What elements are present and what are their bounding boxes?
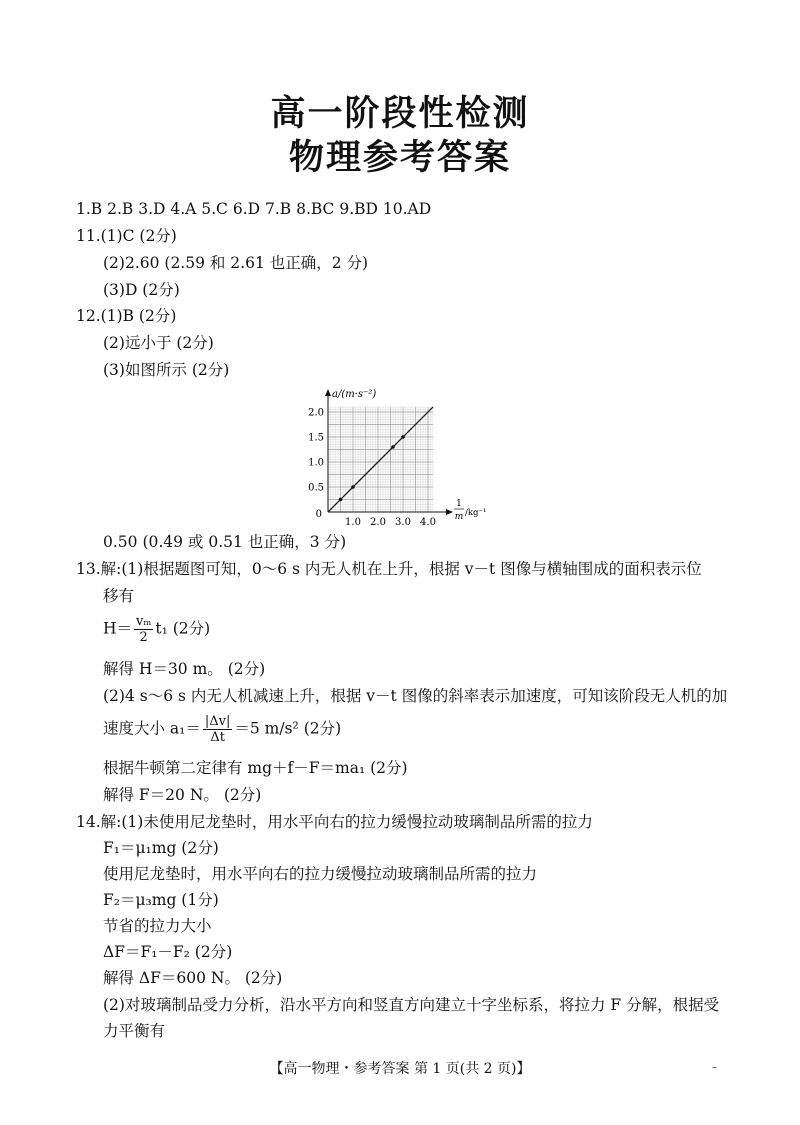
q13-line1: 13.解:(1)根据题图可知，0～6 s 内无人机在上升，根据 v－t 图像与横轴围成的面积表示位	[76, 560, 702, 578]
q14-line1: 14.解:(1)未使用尼龙垫时，用水平向右的拉力缓慢拉动玻璃制品所需的拉力	[76, 813, 593, 831]
q14-line2: F₁＝μ₁mg (2分)	[103, 839, 219, 857]
y-tick-label: 0.5	[308, 482, 324, 494]
q14-line7: 解得 ΔF＝600 N。 (2分)	[103, 969, 283, 987]
mc-answers: 1.B 2.B 3.D 4.A 5.C 6.D 7.B 8.BC 9.BD 10.AD	[76, 200, 432, 218]
origin-label: 0	[315, 509, 322, 520]
eq1-rhs: t₁ (2分)	[155, 619, 211, 638]
acceleration-chart	[290, 380, 510, 528]
x-axis-arrow	[446, 509, 453, 515]
q13-line6: 解得 F＝20 N。 (2分)	[103, 786, 262, 804]
q14-line5: 节省的拉力大小	[103, 917, 212, 935]
q13-line4: (2)4 s～6 s 内无人机减速上升，根据 v－t 图像的斜率表示加速度，可知该阶段无人机的加	[103, 687, 728, 705]
q11-part1: 11.(1)C (2分)	[76, 227, 177, 245]
eq2-denominator: Δt	[210, 730, 225, 745]
x-tick-label: 4.0	[420, 517, 436, 528]
q13-line5: 根据牛顿第二定律有 mg＋f－F＝ma₁ (2分)	[103, 759, 408, 777]
q13-line3: 解得 H＝30 m。 (2分)	[103, 660, 266, 678]
q14-line3: 使用尼龙垫时，用水平向右的拉力缓慢拉动玻璃制品所需的拉力	[103, 865, 538, 883]
q11-part2: (2)2.60 (2.59 和 2.61 也正确，2 分)	[103, 254, 369, 272]
x-tick-label: 1.0	[345, 517, 361, 528]
q12-part2: (2)远小于 (2分)	[103, 334, 214, 352]
y-axis-label: a/(m·s⁻²)	[332, 389, 377, 400]
x-axis-label-denominator: m	[454, 512, 464, 522]
q13-eq2	[103, 714, 341, 745]
y-tick-label: 1.5	[308, 432, 324, 444]
eq1-fraction	[134, 614, 153, 645]
data-point	[351, 485, 355, 489]
q11-part3: (3)D (2分)	[103, 281, 180, 299]
q14-line4: F₂＝μ₃mg (1分)	[103, 891, 219, 909]
page-subtitle: 物理参考答案	[288, 138, 511, 178]
eq2-rhs: ＝5 m/s² (2分)	[234, 719, 342, 738]
q13-eq1	[103, 614, 210, 645]
eq1-numerator: vₘ	[136, 614, 152, 629]
q14-line6: ΔF＝F₁－F₂ (2分)	[103, 943, 233, 961]
eq2-lhs: 速度大小 a₁＝	[103, 719, 201, 738]
q12-part3: (3)如图所示 (2分)	[103, 361, 230, 379]
q14-line8: (2)对玻璃制品受力分析，沿水平方向和竖直方向建立十字坐标系，将拉力 F 分解，根据受	[103, 996, 720, 1014]
corner-mark: –	[712, 1062, 717, 1073]
eq1-denominator: 2	[139, 630, 148, 645]
q13-line2: 移有	[103, 587, 135, 605]
x-tick-label: 3.0	[395, 517, 411, 528]
x-tick-label: 2.0	[370, 517, 386, 528]
page-title: 高一阶段性检测	[270, 94, 530, 134]
q12-part4: 0.50 (0.49 或 0.51 也正确，3 分)	[103, 533, 347, 551]
y-axis-arrow	[325, 389, 331, 396]
eq2-fraction	[203, 714, 233, 745]
data-point	[401, 435, 405, 439]
data-point	[391, 445, 395, 449]
eq1-lhs: H＝	[103, 619, 133, 638]
data-point	[339, 498, 343, 502]
eq2-numerator: |Δv|	[204, 714, 231, 729]
x-axis-label-numerator: 1	[456, 499, 462, 509]
q14-line9: 力平衡有	[103, 1022, 166, 1040]
q12-part1: 12.(1)B (2分)	[76, 307, 177, 325]
x-axis-label-unit: /kg⁻¹	[465, 508, 487, 518]
y-tick-label: 1.0	[308, 457, 324, 469]
page-footer: 【高一物理・参考答案 第 1 页(共 2 页)】	[269, 1061, 531, 1077]
y-tick-label: 2.0	[308, 407, 324, 419]
